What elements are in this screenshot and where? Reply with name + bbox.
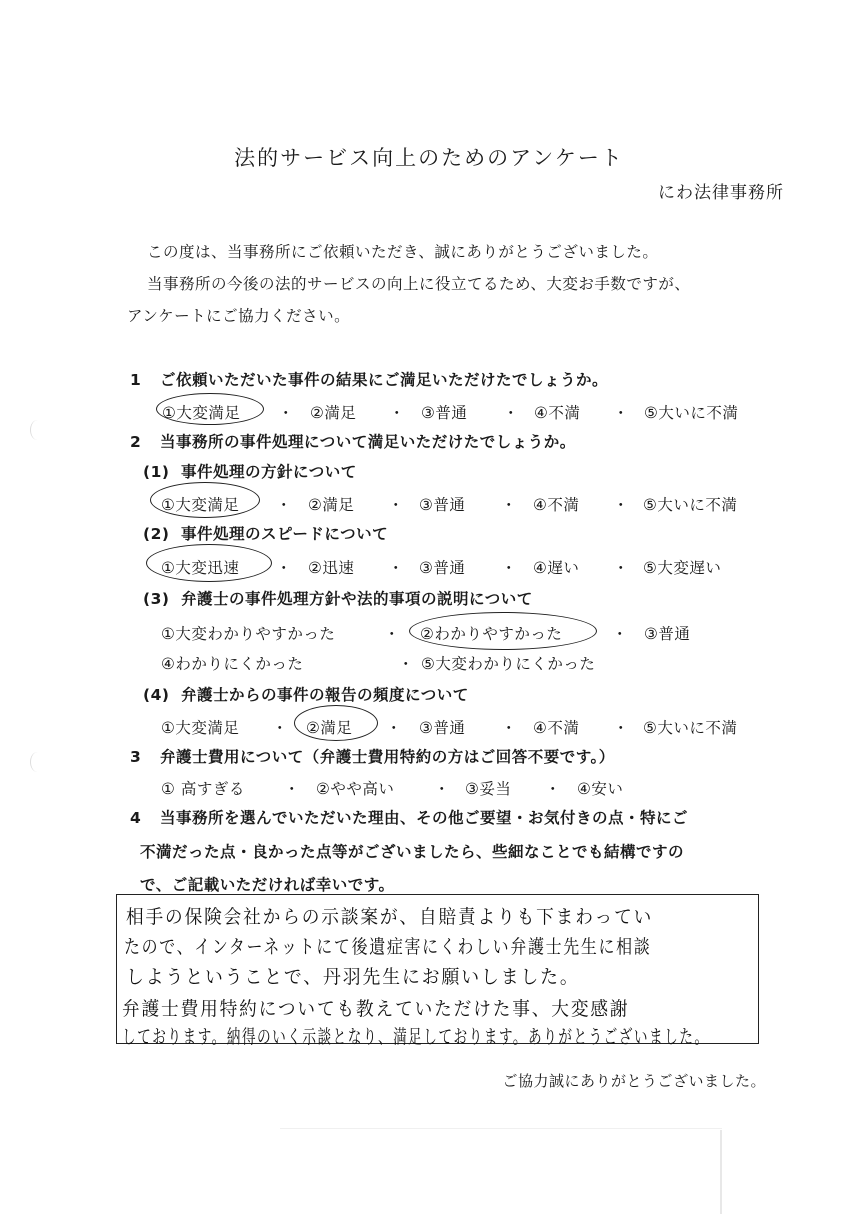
q3-options	[0, 777, 858, 799]
question-4-line-2: 不満だった点・良かった点等がございましたら、些細なことでも結構ですの	[140, 843, 685, 861]
intro-line-1: この度は、当事務所にご依頼いただき、誠にありがとうございました。	[147, 243, 659, 261]
separator: ・	[613, 404, 630, 422]
option-1[interactable]: ①大変わかりやすかった	[161, 625, 336, 643]
subquestion-2-2	[143, 522, 388, 544]
separator: ・	[272, 719, 289, 737]
option-4[interactable]: ④不満	[534, 404, 581, 422]
option-4[interactable]: ④不満	[533, 719, 580, 737]
separator: ・	[388, 559, 405, 577]
question-3	[130, 745, 615, 767]
q2-4-options	[0, 716, 858, 738]
option-4[interactable]: ④安い	[577, 780, 624, 798]
separator: ・	[278, 404, 295, 422]
subquestion-text: 弁護士の事件処理方針や法的事項の説明について	[181, 590, 533, 608]
separator: ・	[613, 559, 630, 577]
option-3[interactable]: ③妥当	[465, 780, 512, 798]
option-2[interactable]: ②やや高い	[316, 780, 395, 798]
option-3[interactable]: ③普通	[419, 496, 466, 514]
option-1[interactable]: ①大変満足	[161, 496, 240, 514]
question-2	[130, 430, 576, 452]
separator: ・	[276, 496, 293, 514]
question-number: 3	[130, 748, 142, 766]
scan-artifact-line	[280, 1128, 722, 1129]
subquestion-2-1	[143, 460, 357, 482]
punch-hole-mark	[30, 752, 45, 772]
subquestion-2-4	[143, 683, 469, 705]
separator: ・	[284, 780, 301, 798]
scan-artifact-line	[720, 1130, 722, 1214]
option-2[interactable]: ②わかりやすかった	[420, 625, 563, 643]
firm-name: にわ法律事務所	[658, 183, 784, 203]
question-text: 弁護士費用について（弁護士費用特約の方はご回答不要です。）	[160, 748, 615, 766]
selection-circle	[294, 705, 378, 741]
separator: ・	[503, 404, 520, 422]
closing-message: ご協力誠にありがとうございました。	[502, 1072, 766, 1090]
option-4[interactable]: ④わかりにくかった	[161, 655, 304, 673]
subquestion-number: (1)	[143, 463, 170, 481]
question-text: 当事務所の事件処理について満足いただけたでしょうか。	[160, 433, 576, 451]
separator: ・	[612, 625, 629, 643]
question-text: ご依頼いただいた事件の結果にご満足いただけたでしょうか。	[160, 371, 609, 389]
option-4[interactable]: ④不満	[533, 496, 580, 514]
separator: ・	[613, 719, 630, 737]
option-3[interactable]: ③普通	[421, 404, 468, 422]
option-5[interactable]: ⑤大いに不満	[643, 719, 738, 737]
question-number: 4	[130, 809, 142, 827]
intro-line-2: 当事務所の今後の法的サービスの向上に役立てるため、大変お手数ですが、	[147, 275, 691, 293]
separator: ・	[501, 719, 518, 737]
question-1	[130, 368, 608, 390]
selection-circle	[156, 393, 264, 425]
option-3[interactable]: ③普通	[419, 719, 466, 737]
separator: ・	[545, 780, 562, 798]
handwritten-line-2: たので、インターネットにて後遺症害にくわしい弁護士先生に相談	[124, 936, 652, 958]
punch-hole-mark	[30, 420, 45, 440]
option-5[interactable]: ⑤大いに不満	[643, 496, 738, 514]
handwritten-line-4: 弁護士費用特約についても教えていただけた事、大変感謝	[122, 998, 630, 1020]
option-2[interactable]: ②満足	[308, 496, 355, 514]
separator: ・	[398, 655, 415, 673]
subquestion-number: (2)	[143, 525, 170, 543]
separator: ・	[388, 496, 405, 514]
option-4[interactable]: ④遅い	[533, 559, 580, 577]
subquestion-number: (3)	[143, 590, 170, 608]
selection-circle	[409, 612, 597, 650]
separator: ・	[501, 559, 518, 577]
separator: ・	[434, 780, 451, 798]
handwritten-line-1: 相手の保険会社からの示談案が、自賠責よりも下まわってい	[126, 906, 654, 928]
question-number: 2	[130, 433, 142, 451]
separator: ・	[276, 559, 293, 577]
question-4	[130, 806, 688, 828]
option-5[interactable]: ⑤大変わかりにくかった	[421, 655, 596, 673]
option-1[interactable]: ①大変満足	[161, 719, 240, 737]
separator: ・	[386, 719, 403, 737]
handwritten-line-3: しようということで、丹羽先生にお願いしました。	[126, 966, 580, 988]
separator: ・	[613, 496, 630, 514]
separator: ・	[501, 496, 518, 514]
option-1[interactable]: ①大変満足	[162, 404, 241, 422]
q2-3-options-row-2	[0, 652, 858, 674]
option-2[interactable]: ②満足	[306, 719, 353, 737]
option-5[interactable]: ⑤大いに不満	[644, 404, 739, 422]
subquestion-text: 弁護士からの事件の報告の頻度について	[181, 686, 469, 704]
separator: ・	[384, 625, 401, 643]
option-3[interactable]: ③普通	[419, 559, 466, 577]
option-1[interactable]: ①大変迅速	[161, 559, 240, 577]
selection-circle	[146, 544, 272, 582]
q2-2-options	[0, 556, 858, 578]
subquestion-text: 事件処理のスピードについて	[181, 525, 389, 543]
survey-title: 法的サービス向上のためのアンケート	[234, 146, 624, 170]
option-5[interactable]: ⑤大変遅い	[643, 559, 722, 577]
selection-circle	[150, 482, 260, 518]
question-text-line-1: 当事務所を選んでいただいた理由、その他ご要望・お気付きの点・特にご	[160, 809, 689, 827]
question-number: 1	[130, 371, 142, 389]
q2-1-options	[0, 493, 858, 515]
option-2[interactable]: ②迅速	[308, 559, 355, 577]
handwritten-line-5: しております。納得のいく示談となり、満足しております。ありがとうございました。	[122, 1026, 710, 1048]
separator: ・	[389, 404, 406, 422]
option-2[interactable]: ②満足	[310, 404, 357, 422]
intro-line-3: アンケートにご協力ください。	[127, 307, 351, 325]
subquestion-2-3	[143, 587, 533, 609]
option-1[interactable]: ① 高すぎる	[161, 780, 245, 798]
q1-options	[0, 401, 858, 423]
subquestion-text: 事件処理の方針について	[181, 463, 357, 481]
subquestion-number: (4)	[143, 686, 170, 704]
question-4-line-3: で、ご記載いただければ幸いです。	[140, 876, 395, 894]
option-3[interactable]: ③普通	[644, 625, 691, 643]
